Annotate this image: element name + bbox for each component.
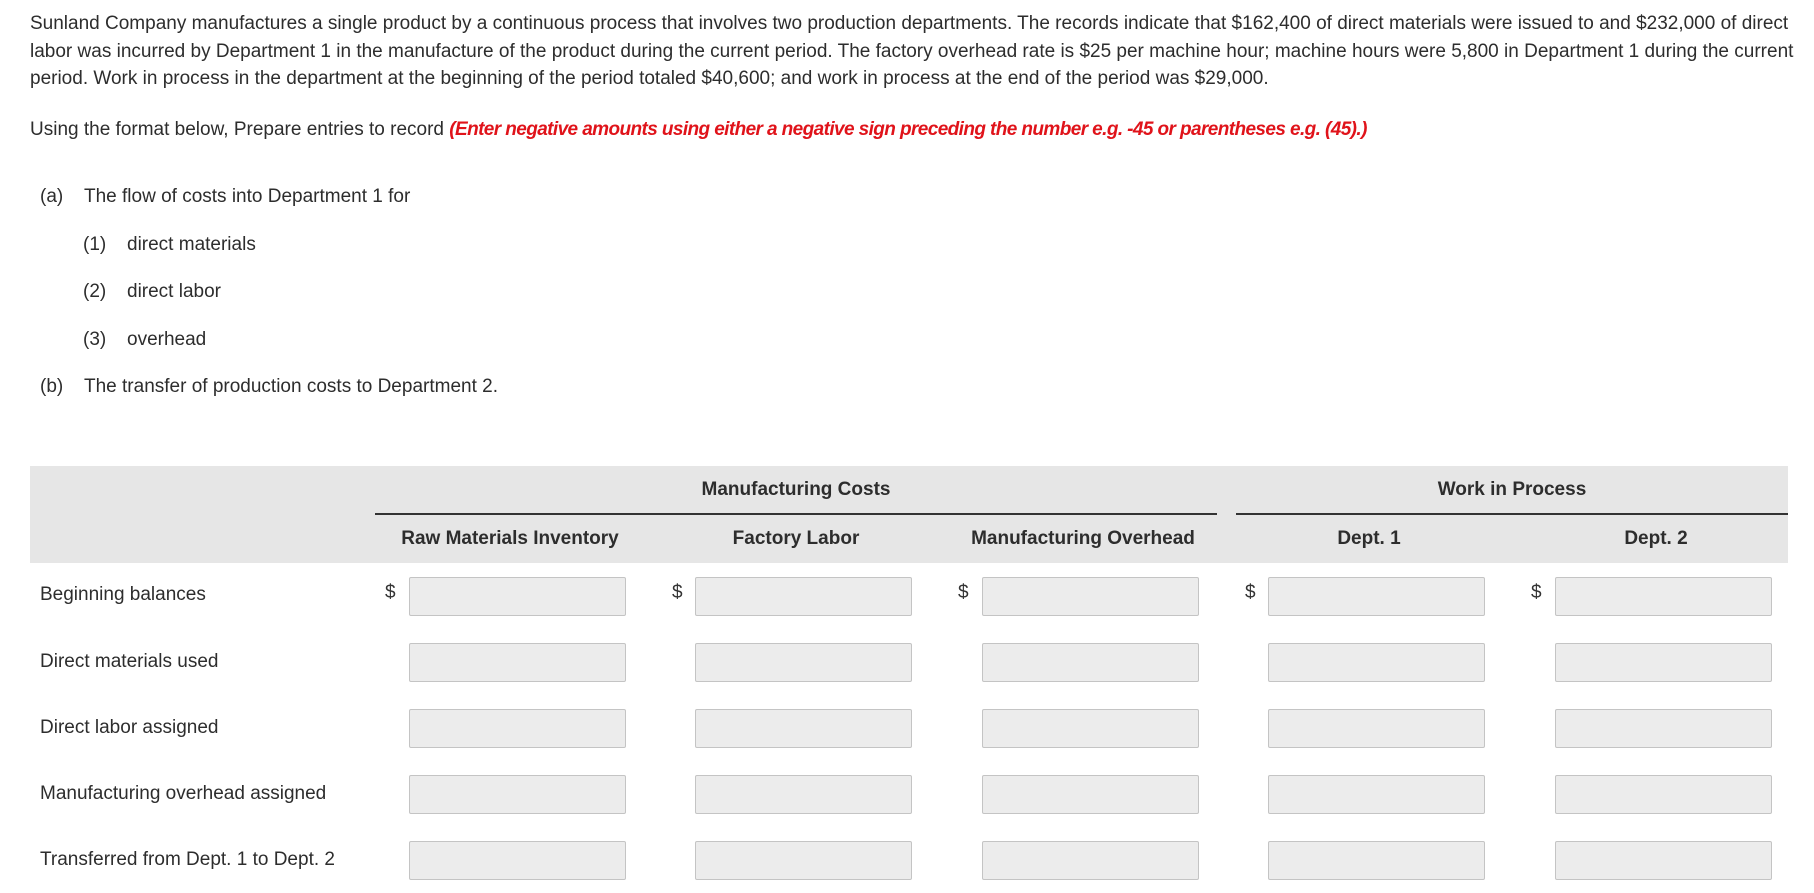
- part-a2: [83, 281, 221, 303]
- col-header-raw-materials: Raw Materials Inventory: [401, 528, 619, 549]
- part-b-text: The transfer of production costs to Department 2.: [84, 376, 498, 397]
- dollar-sign: $: [958, 582, 969, 603]
- beginning-balances-manufacturing-overhead-input[interactable]: [982, 577, 1199, 616]
- part-a: [40, 186, 410, 208]
- group-underline: [1236, 513, 1788, 515]
- transferred-dept-1-input[interactable]: [1268, 841, 1485, 880]
- direct-materials-raw-materials-input[interactable]: [409, 643, 626, 682]
- direct-labor-dept-1-input[interactable]: [1268, 709, 1485, 748]
- part-a1-text: direct materials: [127, 234, 256, 255]
- row-label-manufacturing-overhead-assigned: Manufacturing overhead assigned: [40, 783, 327, 804]
- overhead-assigned-dept-1-input[interactable]: [1268, 775, 1485, 814]
- dollar-sign: $: [1245, 582, 1256, 603]
- part-a3-label: (3): [83, 329, 107, 350]
- col-header-manufacturing-overhead: Manufacturing Overhead: [971, 528, 1195, 549]
- part-a2-label: (2): [83, 281, 107, 302]
- overhead-assigned-manufacturing-overhead-input[interactable]: [982, 775, 1199, 814]
- direct-materials-factory-labor-input[interactable]: [695, 643, 912, 682]
- beginning-balances-raw-materials-input[interactable]: [409, 577, 626, 616]
- part-a3: [83, 329, 206, 351]
- row-label-direct-materials-used: Direct materials used: [40, 651, 219, 672]
- overhead-assigned-factory-labor-input[interactable]: [695, 775, 912, 814]
- instructions-note: (Enter negative amounts using either a negative sign preceding the number e.g. -45 or parentheses e.g. (45).): [449, 119, 1367, 140]
- dollar-sign: $: [672, 582, 683, 603]
- transferred-manufacturing-overhead-input[interactable]: [982, 841, 1199, 880]
- beginning-balances-dept-1-input[interactable]: [1268, 577, 1485, 616]
- row-label-transferred: Transferred from Dept. 1 to Dept. 2: [40, 849, 335, 870]
- row-label-beginning-balances: Beginning balances: [40, 584, 206, 605]
- part-a2-text: direct labor: [127, 281, 221, 302]
- col-header-dept-2: Dept. 2: [1624, 528, 1688, 549]
- direct-labor-factory-labor-input[interactable]: [695, 709, 912, 748]
- part-a3-text: overhead: [127, 329, 207, 350]
- overhead-assigned-raw-materials-input[interactable]: [409, 775, 626, 814]
- problem-statement: Sunland Company manufactures a single product by a continuous process that involves two production departments. The records indicate that $162,400 of direct materials were issued to and $232,000 of direct labor was incurred by Department 1 in the manufacture of the product during the current period. The factory overhead rate is $25 per machine hour; machine hours were 5,800 in Department 1 during the current period. Work in process in the department at the beginning of the period totaled $40,600; and work in process at the end of the period was $29,000.: [30, 13, 1794, 89]
- group-header-work-in-process: Work in Process: [1437, 479, 1587, 500]
- part-a1: [83, 234, 256, 256]
- direct-labor-raw-materials-input[interactable]: [409, 709, 626, 748]
- beginning-balances-dept-2-input[interactable]: [1555, 577, 1772, 616]
- part-b: [40, 376, 498, 398]
- part-b-label: (b): [40, 376, 64, 397]
- dollar-sign: $: [1531, 582, 1542, 603]
- col-header-factory-labor: Factory Labor: [732, 528, 860, 549]
- direct-materials-dept-1-input[interactable]: [1268, 643, 1485, 682]
- direct-materials-dept-2-input[interactable]: [1555, 643, 1772, 682]
- direct-labor-manufacturing-overhead-input[interactable]: [982, 709, 1199, 748]
- group-header-manufacturing-costs: Manufacturing Costs: [701, 479, 891, 500]
- group-underline: [375, 513, 1217, 515]
- transferred-dept-2-input[interactable]: [1555, 841, 1772, 880]
- beginning-balances-factory-labor-input[interactable]: [695, 577, 912, 616]
- part-a1-label: (1): [83, 234, 107, 255]
- row-label-direct-labor-assigned: Direct labor assigned: [40, 717, 219, 738]
- col-header-dept-1: Dept. 1: [1337, 528, 1401, 549]
- overhead-assigned-dept-2-input[interactable]: [1555, 775, 1772, 814]
- part-a-text: The flow of costs into Department 1 for: [84, 186, 411, 207]
- direct-labor-dept-2-input[interactable]: [1555, 709, 1772, 748]
- direct-materials-manufacturing-overhead-input[interactable]: [982, 643, 1199, 682]
- dollar-sign: $: [385, 582, 396, 603]
- part-a-label: (a): [40, 186, 64, 207]
- transferred-raw-materials-input[interactable]: [409, 841, 626, 880]
- instructions-lead: Using the format below, Prepare entries to record: [30, 119, 450, 140]
- instructions: [30, 119, 1367, 141]
- transferred-factory-labor-input[interactable]: [695, 841, 912, 880]
